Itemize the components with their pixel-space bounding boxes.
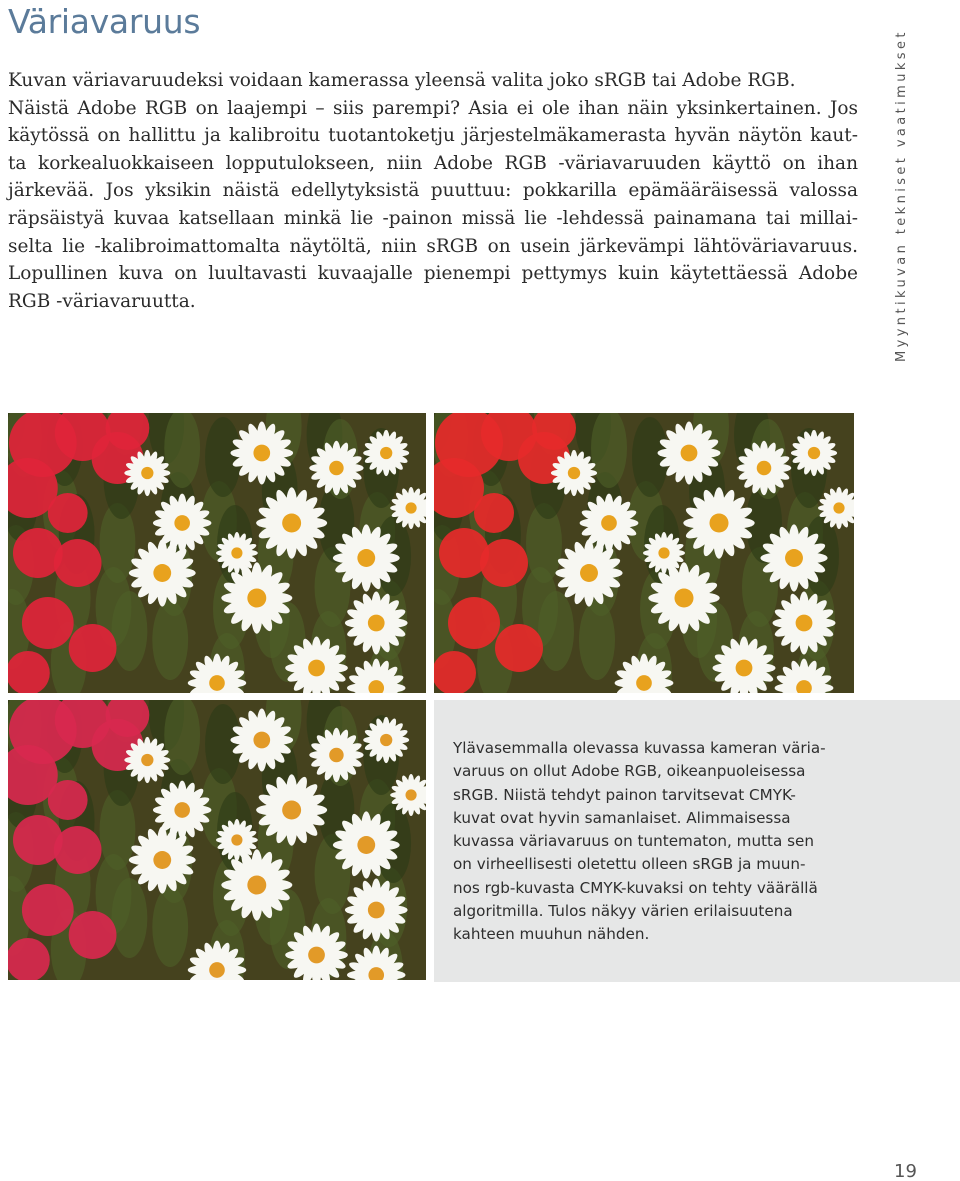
caption-line: varuus on ollut Adobe RGB, oikeanpuoleisessa [453,762,806,781]
caption-line: on virheellisesti oletettu olleen sRGB ja muun- [453,855,806,874]
caption-text [453,737,833,947]
caption-line: kuvat ovat hyvin samanlaiset. Alimmaisessa [453,808,791,827]
flower-photo-adobe-rgb [8,413,426,693]
caption-line: nos rgb-kuvasta CMYK-kuvaksi on tehty väärällä [453,878,818,897]
body-line: Lopullinen kuva on luultavasti kuvaajalle pienempi pettymys kuin käytettäessä Adobe [8,263,858,285]
caption-line: sRGB. Niistä tehdyt painon tarvitsevat CMYK- [453,785,796,804]
body-line: Näistä Adobe RGB on laajempi – siis parempi? Asia ei ole ihan näin yksinkertainen. Jos [8,97,858,119]
flower-photo-wrong-conversion [8,700,426,980]
body-line: käytössä on hallittu ja kalibroitu tuotantoketju järjestelmäkamerasta hyvän näytön kaut- [8,125,858,147]
caption-line: Ylävasemmalla olevassa kuvassa kameran väria- [453,739,826,757]
body-line: ta korkealuokkaiseen lopputulokseen, niin Adobe RGB -väriavaruuden käyttö on ihan [8,152,858,174]
body-line: räpsäistyä kuvaa katsellaan minkä lie -painon missä lie -lehdessä painamana tai millai- [8,207,858,229]
caption-line: kahteen muuhun nähden. [453,925,650,944]
caption-line: algoritmilla. Tulos näkyy värien erilaisuutena [453,902,793,921]
flower-photo-srgb [434,413,854,693]
caption-box [434,700,960,982]
body-line: Kuvan väriavaruudeksi voidaan kamerassa yleensä valita joko sRGB tai Adobe RGB. [8,70,796,91]
side-running-title: Myyntikuvan tekniset vaatimukset [894,29,909,362]
body-line: selta lie -kalibroimattomalta näytöltä, niin sRGB on usein järkevämpi lähtöväriavaruus. [8,235,858,257]
caption-line: kuvassa väriavaruus on tuntematon, mutta sen [453,832,815,851]
body-line: RGB -väriavaruutta. [8,290,196,312]
body-line: järkevää. Jos yksikin näistä edellytyksistä puuttuu: pokkarilla epämääräisessä valossa [8,180,858,202]
body-text [8,67,858,315]
page-number: 19 [894,1161,917,1181]
page-title: Väriavaruus [8,2,201,41]
